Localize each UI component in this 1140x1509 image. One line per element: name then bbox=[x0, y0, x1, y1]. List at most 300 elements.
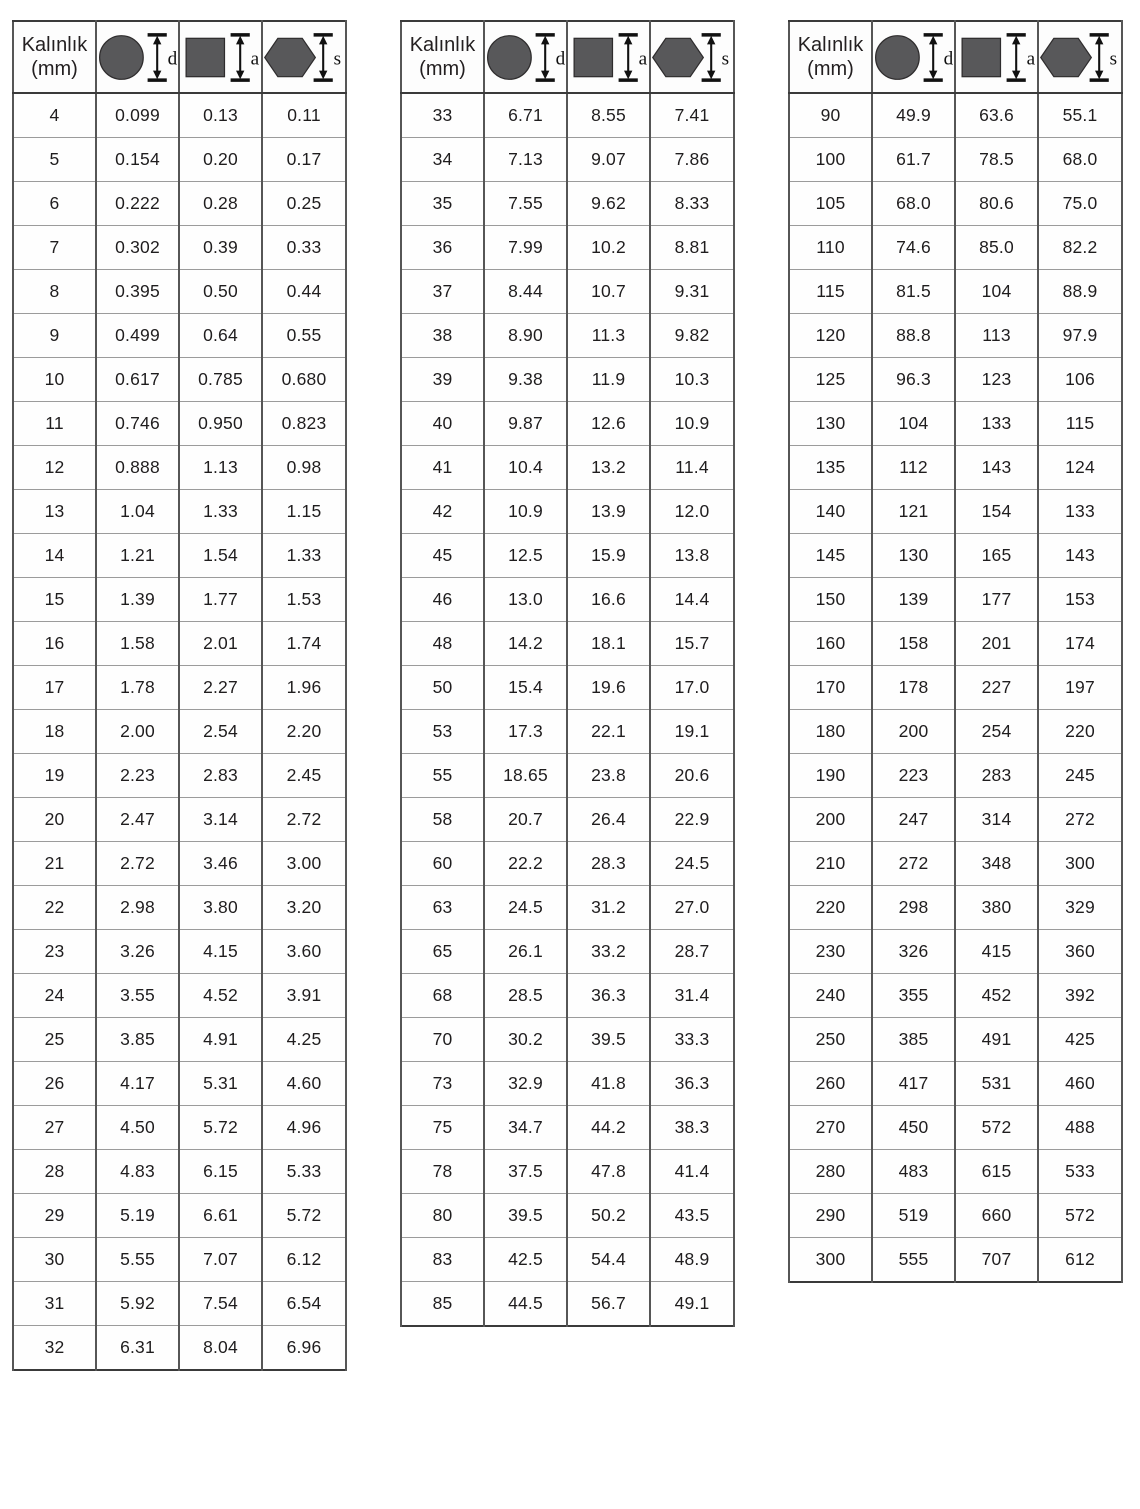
thickness-cell: 105 bbox=[789, 182, 872, 226]
svg-text:d: d bbox=[555, 47, 566, 69]
thickness-cell: 45 bbox=[401, 534, 484, 578]
round-weight-cell: 272 bbox=[872, 842, 955, 886]
hex-weight-cell: 68.0 bbox=[1038, 138, 1122, 182]
thickness-cell: 16 bbox=[13, 622, 96, 666]
square-weight-cell: 12.6 bbox=[567, 402, 650, 446]
square-weight-cell: 39.5 bbox=[567, 1018, 650, 1062]
square-weight-cell: 572 bbox=[955, 1106, 1038, 1150]
square-weight-cell: 78.5 bbox=[955, 138, 1038, 182]
hex-weight-cell: 1.15 bbox=[262, 490, 346, 534]
round-weight-cell: 2.47 bbox=[96, 798, 179, 842]
hex-weight-cell: 5.72 bbox=[262, 1194, 346, 1238]
hex-weight-cell: 22.9 bbox=[650, 798, 734, 842]
round-weight-cell: 20.7 bbox=[484, 798, 567, 842]
square-weight-cell: 165 bbox=[955, 534, 1038, 578]
round-weight-cell: 44.5 bbox=[484, 1282, 567, 1327]
hex-weight-cell: 7.41 bbox=[650, 93, 734, 138]
table-row bbox=[401, 578, 734, 622]
thickness-cell: 8 bbox=[13, 270, 96, 314]
round-weight-cell: 37.5 bbox=[484, 1150, 567, 1194]
round-weight-cell: 104 bbox=[872, 402, 955, 446]
svg-text:a: a bbox=[638, 47, 648, 69]
hex-bar-header bbox=[650, 21, 734, 93]
hex-weight-cell: 55.1 bbox=[1038, 93, 1122, 138]
table-row bbox=[401, 754, 734, 798]
table-row bbox=[13, 358, 346, 402]
svg-text:s: s bbox=[1109, 47, 1118, 69]
hex-weight-cell: 48.9 bbox=[650, 1238, 734, 1282]
round-weight-cell: 9.38 bbox=[484, 358, 567, 402]
square-bar-header bbox=[179, 21, 262, 93]
round-weight-cell: 39.5 bbox=[484, 1194, 567, 1238]
header-row bbox=[13, 21, 346, 93]
table-row bbox=[789, 358, 1122, 402]
round-weight-cell: 2.00 bbox=[96, 710, 179, 754]
dimension-arrow-icon bbox=[702, 34, 730, 79]
table-row bbox=[13, 1326, 346, 1371]
table-row bbox=[789, 886, 1122, 930]
square-weight-cell: 2.54 bbox=[179, 710, 262, 754]
table-row bbox=[789, 402, 1122, 446]
table-row bbox=[789, 490, 1122, 534]
table-row bbox=[401, 93, 734, 138]
circle-icon bbox=[485, 30, 567, 85]
square-weight-cell: 7.07 bbox=[179, 1238, 262, 1282]
square-weight-cell: 660 bbox=[955, 1194, 1038, 1238]
thickness-cell: 250 bbox=[789, 1018, 872, 1062]
hex-bar-header bbox=[262, 21, 346, 93]
table-row bbox=[401, 710, 734, 754]
table-row bbox=[789, 974, 1122, 1018]
square-weight-cell: 0.64 bbox=[179, 314, 262, 358]
thickness-cell: 70 bbox=[401, 1018, 484, 1062]
square-weight-cell: 2.27 bbox=[179, 666, 262, 710]
square-weight-cell: 491 bbox=[955, 1018, 1038, 1062]
table-row bbox=[789, 578, 1122, 622]
thickness-cell: 27 bbox=[13, 1106, 96, 1150]
round-weight-cell: 1.39 bbox=[96, 578, 179, 622]
square-weight-cell: 9.07 bbox=[567, 138, 650, 182]
round-weight-cell: 81.5 bbox=[872, 270, 955, 314]
thickness-label: Kalınlık (mm) bbox=[409, 33, 476, 80]
square-weight-cell: 3.80 bbox=[179, 886, 262, 930]
svg-text:a: a bbox=[250, 47, 260, 69]
square-weight-cell: 707 bbox=[955, 1238, 1038, 1283]
square-weight-cell: 47.8 bbox=[567, 1150, 650, 1194]
square-weight-cell: 6.61 bbox=[179, 1194, 262, 1238]
square-weight-cell: 452 bbox=[955, 974, 1038, 1018]
hexagon-icon bbox=[263, 30, 345, 85]
thickness-cell: 48 bbox=[401, 622, 484, 666]
round-weight-cell: 450 bbox=[872, 1106, 955, 1150]
square-weight-cell: 23.8 bbox=[567, 754, 650, 798]
hex-weight-cell: 9.82 bbox=[650, 314, 734, 358]
round-weight-cell: 10.4 bbox=[484, 446, 567, 490]
round-weight-cell: 1.78 bbox=[96, 666, 179, 710]
table-row bbox=[401, 842, 734, 886]
round-weight-cell: 13.0 bbox=[484, 578, 567, 622]
table-row bbox=[789, 798, 1122, 842]
round-weight-cell: 74.6 bbox=[872, 226, 955, 270]
table-row bbox=[401, 138, 734, 182]
hex-weight-cell: 124 bbox=[1038, 446, 1122, 490]
table-row bbox=[13, 1062, 346, 1106]
table-row bbox=[13, 534, 346, 578]
square-weight-cell: 3.46 bbox=[179, 842, 262, 886]
table-row bbox=[13, 974, 346, 1018]
table-row bbox=[789, 930, 1122, 974]
header-row bbox=[401, 21, 734, 93]
table-row bbox=[401, 182, 734, 226]
square-weight-cell: 28.3 bbox=[567, 842, 650, 886]
round-weight-cell: 3.26 bbox=[96, 930, 179, 974]
round-weight-cell: 68.0 bbox=[872, 182, 955, 226]
square-weight-cell: 531 bbox=[955, 1062, 1038, 1106]
table-row bbox=[401, 446, 734, 490]
square-weight-cell: 4.15 bbox=[179, 930, 262, 974]
hex-weight-cell: 197 bbox=[1038, 666, 1122, 710]
round-weight-cell: 61.7 bbox=[872, 138, 955, 182]
hex-weight-cell: 9.31 bbox=[650, 270, 734, 314]
hex-weight-cell: 2.72 bbox=[262, 798, 346, 842]
round-weight-cell: 0.499 bbox=[96, 314, 179, 358]
square-weight-cell: 1.54 bbox=[179, 534, 262, 578]
square-bar-header bbox=[955, 21, 1038, 93]
thickness-cell: 130 bbox=[789, 402, 872, 446]
hex-weight-cell: 12.0 bbox=[650, 490, 734, 534]
table-row bbox=[13, 314, 346, 358]
table-row bbox=[401, 886, 734, 930]
table-row bbox=[401, 270, 734, 314]
thickness-cell: 6 bbox=[13, 182, 96, 226]
square-weight-cell: 2.01 bbox=[179, 622, 262, 666]
square-weight-cell: 5.31 bbox=[179, 1062, 262, 1106]
table-row bbox=[401, 1238, 734, 1282]
square-weight-cell: 0.950 bbox=[179, 402, 262, 446]
thickness-cell: 24 bbox=[13, 974, 96, 1018]
thickness-cell: 145 bbox=[789, 534, 872, 578]
square-weight-cell: 0.785 bbox=[179, 358, 262, 402]
square-weight-cell: 85.0 bbox=[955, 226, 1038, 270]
square-weight-cell: 177 bbox=[955, 578, 1038, 622]
hex-weight-cell: 143 bbox=[1038, 534, 1122, 578]
thickness-cell: 9 bbox=[13, 314, 96, 358]
square-weight-cell: 348 bbox=[955, 842, 1038, 886]
square-weight-cell: 31.2 bbox=[567, 886, 650, 930]
thickness-cell: 290 bbox=[789, 1194, 872, 1238]
table-row bbox=[789, 666, 1122, 710]
square-weight-cell: 13.9 bbox=[567, 490, 650, 534]
hex-weight-cell: 0.17 bbox=[262, 138, 346, 182]
thickness-cell: 22 bbox=[13, 886, 96, 930]
thickness-cell: 150 bbox=[789, 578, 872, 622]
thickness-cell: 41 bbox=[401, 446, 484, 490]
hex-weight-cell: 106 bbox=[1038, 358, 1122, 402]
table-row bbox=[13, 798, 346, 842]
thickness-cell: 18 bbox=[13, 710, 96, 754]
table-row bbox=[789, 314, 1122, 358]
hex-weight-cell: 0.98 bbox=[262, 446, 346, 490]
thickness-cell: 160 bbox=[789, 622, 872, 666]
round-weight-cell: 14.2 bbox=[484, 622, 567, 666]
round-weight-cell: 4.83 bbox=[96, 1150, 179, 1194]
table-row bbox=[789, 1238, 1122, 1283]
hex-weight-cell: 329 bbox=[1038, 886, 1122, 930]
dimension-arrow-icon bbox=[314, 34, 342, 79]
hex-weight-cell: 0.11 bbox=[262, 93, 346, 138]
hex-weight-cell: 8.81 bbox=[650, 226, 734, 270]
table-row bbox=[13, 270, 346, 314]
hex-weight-cell: 0.823 bbox=[262, 402, 346, 446]
round-weight-cell: 88.8 bbox=[872, 314, 955, 358]
thickness-cell: 10 bbox=[13, 358, 96, 402]
table-row bbox=[789, 446, 1122, 490]
round-weight-cell: 200 bbox=[872, 710, 955, 754]
round-weight-cell: 1.04 bbox=[96, 490, 179, 534]
hex-weight-cell: 24.5 bbox=[650, 842, 734, 886]
hex-weight-cell: 14.4 bbox=[650, 578, 734, 622]
table-row bbox=[401, 402, 734, 446]
hex-weight-cell: 220 bbox=[1038, 710, 1122, 754]
square-weight-cell: 6.15 bbox=[179, 1150, 262, 1194]
table-row bbox=[13, 182, 346, 226]
hex-weight-cell: 3.60 bbox=[262, 930, 346, 974]
thickness-cell: 26 bbox=[13, 1062, 96, 1106]
square-weight-cell: 41.8 bbox=[567, 1062, 650, 1106]
table-row bbox=[789, 1018, 1122, 1062]
table-row bbox=[13, 930, 346, 974]
square-weight-cell: 10.2 bbox=[567, 226, 650, 270]
thickness-cell: 33 bbox=[401, 93, 484, 138]
round-weight-cell: 139 bbox=[872, 578, 955, 622]
round-bar-header bbox=[484, 21, 567, 93]
square-weight-cell: 0.28 bbox=[179, 182, 262, 226]
table-row bbox=[13, 1150, 346, 1194]
thickness-cell: 17 bbox=[13, 666, 96, 710]
round-weight-cell: 26.1 bbox=[484, 930, 567, 974]
hex-weight-cell: 1.96 bbox=[262, 666, 346, 710]
square-weight-cell: 80.6 bbox=[955, 182, 1038, 226]
hexagon-icon bbox=[651, 30, 733, 85]
hex-weight-cell: 0.44 bbox=[262, 270, 346, 314]
thickness-cell: 78 bbox=[401, 1150, 484, 1194]
hex-weight-cell: 88.9 bbox=[1038, 270, 1122, 314]
header-row bbox=[789, 21, 1122, 93]
round-weight-cell: 2.23 bbox=[96, 754, 179, 798]
thickness-cell: 30 bbox=[13, 1238, 96, 1282]
round-weight-cell: 298 bbox=[872, 886, 955, 930]
square-bar-header bbox=[567, 21, 650, 93]
square-weight-cell: 254 bbox=[955, 710, 1038, 754]
dimension-arrow-icon bbox=[1007, 34, 1036, 79]
hex-weight-cell: 41.4 bbox=[650, 1150, 734, 1194]
round-weight-cell: 417 bbox=[872, 1062, 955, 1106]
round-weight-cell: 7.99 bbox=[484, 226, 567, 270]
round-weight-cell: 519 bbox=[872, 1194, 955, 1238]
square-weight-cell: 36.3 bbox=[567, 974, 650, 1018]
square-weight-cell: 5.72 bbox=[179, 1106, 262, 1150]
square-weight-cell: 50.2 bbox=[567, 1194, 650, 1238]
hex-weight-cell: 0.55 bbox=[262, 314, 346, 358]
thickness-cell: 75 bbox=[401, 1106, 484, 1150]
table-row bbox=[401, 666, 734, 710]
hex-weight-cell: 6.96 bbox=[262, 1326, 346, 1371]
thickness-cell: 260 bbox=[789, 1062, 872, 1106]
square-weight-cell: 22.1 bbox=[567, 710, 650, 754]
round-weight-cell: 7.55 bbox=[484, 182, 567, 226]
thickness-cell: 270 bbox=[789, 1106, 872, 1150]
square-weight-cell: 201 bbox=[955, 622, 1038, 666]
table-row bbox=[13, 490, 346, 534]
table-row bbox=[401, 1282, 734, 1327]
round-weight-cell: 8.90 bbox=[484, 314, 567, 358]
table-row bbox=[789, 1062, 1122, 1106]
round-weight-cell: 178 bbox=[872, 666, 955, 710]
table-row bbox=[789, 1194, 1122, 1238]
round-weight-cell: 223 bbox=[872, 754, 955, 798]
square-weight-cell: 63.6 bbox=[955, 93, 1038, 138]
table-row bbox=[13, 226, 346, 270]
table-row bbox=[789, 622, 1122, 666]
weights-table-3 bbox=[788, 20, 1123, 1283]
round-weight-cell: 385 bbox=[872, 1018, 955, 1062]
square-weight-cell: 8.04 bbox=[179, 1326, 262, 1371]
round-weight-cell: 112 bbox=[872, 446, 955, 490]
hex-weight-cell: 460 bbox=[1038, 1062, 1122, 1106]
weights-table-2 bbox=[400, 20, 735, 1327]
table-row bbox=[13, 93, 346, 138]
round-weight-cell: 121 bbox=[872, 490, 955, 534]
square-weight-cell: 8.55 bbox=[567, 93, 650, 138]
square-weight-cell: 283 bbox=[955, 754, 1038, 798]
table-row bbox=[13, 622, 346, 666]
round-bar-header bbox=[872, 21, 955, 93]
hex-weight-cell: 8.33 bbox=[650, 182, 734, 226]
thickness-cell: 34 bbox=[401, 138, 484, 182]
thickness-header bbox=[401, 21, 484, 93]
hex-weight-cell: 153 bbox=[1038, 578, 1122, 622]
square-weight-cell: 154 bbox=[955, 490, 1038, 534]
table-row bbox=[789, 754, 1122, 798]
hex-weight-cell: 115 bbox=[1038, 402, 1122, 446]
round-weight-cell: 5.19 bbox=[96, 1194, 179, 1238]
thickness-cell: 60 bbox=[401, 842, 484, 886]
round-weight-cell: 0.099 bbox=[96, 93, 179, 138]
table-row bbox=[789, 182, 1122, 226]
square-weight-cell: 123 bbox=[955, 358, 1038, 402]
round-weight-cell: 247 bbox=[872, 798, 955, 842]
square-weight-cell: 16.6 bbox=[567, 578, 650, 622]
round-weight-cell: 1.21 bbox=[96, 534, 179, 578]
table-row bbox=[13, 446, 346, 490]
square-weight-cell: 0.13 bbox=[179, 93, 262, 138]
table-row bbox=[401, 1062, 734, 1106]
square-weight-cell: 615 bbox=[955, 1150, 1038, 1194]
square-weight-cell: 0.39 bbox=[179, 226, 262, 270]
hex-weight-cell: 3.00 bbox=[262, 842, 346, 886]
round-weight-cell: 30.2 bbox=[484, 1018, 567, 1062]
hex-weight-cell: 533 bbox=[1038, 1150, 1122, 1194]
thickness-cell: 19 bbox=[13, 754, 96, 798]
dimension-arrow-icon bbox=[619, 34, 648, 79]
square-weight-cell: 314 bbox=[955, 798, 1038, 842]
round-weight-cell: 18.65 bbox=[484, 754, 567, 798]
square-weight-cell: 54.4 bbox=[567, 1238, 650, 1282]
thickness-cell: 190 bbox=[789, 754, 872, 798]
table-row bbox=[789, 710, 1122, 754]
hex-weight-cell: 19.1 bbox=[650, 710, 734, 754]
hex-weight-cell: 27.0 bbox=[650, 886, 734, 930]
thickness-cell: 13 bbox=[13, 490, 96, 534]
hex-weight-cell: 10.3 bbox=[650, 358, 734, 402]
thickness-cell: 220 bbox=[789, 886, 872, 930]
thickness-cell: 4 bbox=[13, 93, 96, 138]
square-weight-cell: 133 bbox=[955, 402, 1038, 446]
thickness-cell: 25 bbox=[13, 1018, 96, 1062]
round-bar-header bbox=[96, 21, 179, 93]
hex-weight-cell: 33.3 bbox=[650, 1018, 734, 1062]
thickness-cell: 23 bbox=[13, 930, 96, 974]
thickness-cell: 32 bbox=[13, 1326, 96, 1371]
hex-weight-cell: 612 bbox=[1038, 1238, 1122, 1283]
round-weight-cell: 5.55 bbox=[96, 1238, 179, 1282]
circle-icon bbox=[873, 30, 955, 85]
square-weight-cell: 380 bbox=[955, 886, 1038, 930]
thickness-cell: 15 bbox=[13, 578, 96, 622]
table-row bbox=[789, 534, 1122, 578]
square-weight-cell: 227 bbox=[955, 666, 1038, 710]
table-row bbox=[401, 314, 734, 358]
square-weight-cell: 33.2 bbox=[567, 930, 650, 974]
round-weight-cell: 9.87 bbox=[484, 402, 567, 446]
circle-icon bbox=[97, 30, 179, 85]
thickness-cell: 53 bbox=[401, 710, 484, 754]
square-icon bbox=[568, 30, 650, 85]
square-weight-cell: 11.9 bbox=[567, 358, 650, 402]
hex-weight-cell: 4.25 bbox=[262, 1018, 346, 1062]
round-weight-cell: 555 bbox=[872, 1238, 955, 1283]
hex-weight-cell: 3.91 bbox=[262, 974, 346, 1018]
table-row bbox=[13, 1194, 346, 1238]
table-row bbox=[789, 842, 1122, 886]
thickness-cell: 21 bbox=[13, 842, 96, 886]
thickness-cell: 7 bbox=[13, 226, 96, 270]
hex-weight-cell: 425 bbox=[1038, 1018, 1122, 1062]
table-row bbox=[13, 842, 346, 886]
thickness-cell: 180 bbox=[789, 710, 872, 754]
table-row bbox=[401, 622, 734, 666]
square-weight-cell: 56.7 bbox=[567, 1282, 650, 1327]
thickness-cell: 280 bbox=[789, 1150, 872, 1194]
hex-weight-cell: 300 bbox=[1038, 842, 1122, 886]
dimension-arrow-icon bbox=[148, 34, 178, 79]
table-row bbox=[401, 1194, 734, 1238]
round-weight-cell: 4.17 bbox=[96, 1062, 179, 1106]
thickness-cell: 68 bbox=[401, 974, 484, 1018]
hex-weight-cell: 7.86 bbox=[650, 138, 734, 182]
thickness-cell: 50 bbox=[401, 666, 484, 710]
dimension-arrow-icon bbox=[924, 34, 954, 79]
square-weight-cell: 26.4 bbox=[567, 798, 650, 842]
square-weight-cell: 113 bbox=[955, 314, 1038, 358]
thickness-cell: 200 bbox=[789, 798, 872, 842]
hex-weight-cell: 4.60 bbox=[262, 1062, 346, 1106]
hex-weight-cell: 97.9 bbox=[1038, 314, 1122, 358]
hex-weight-cell: 4.96 bbox=[262, 1106, 346, 1150]
thickness-cell: 230 bbox=[789, 930, 872, 974]
table-row bbox=[13, 886, 346, 930]
table-row bbox=[789, 1106, 1122, 1150]
